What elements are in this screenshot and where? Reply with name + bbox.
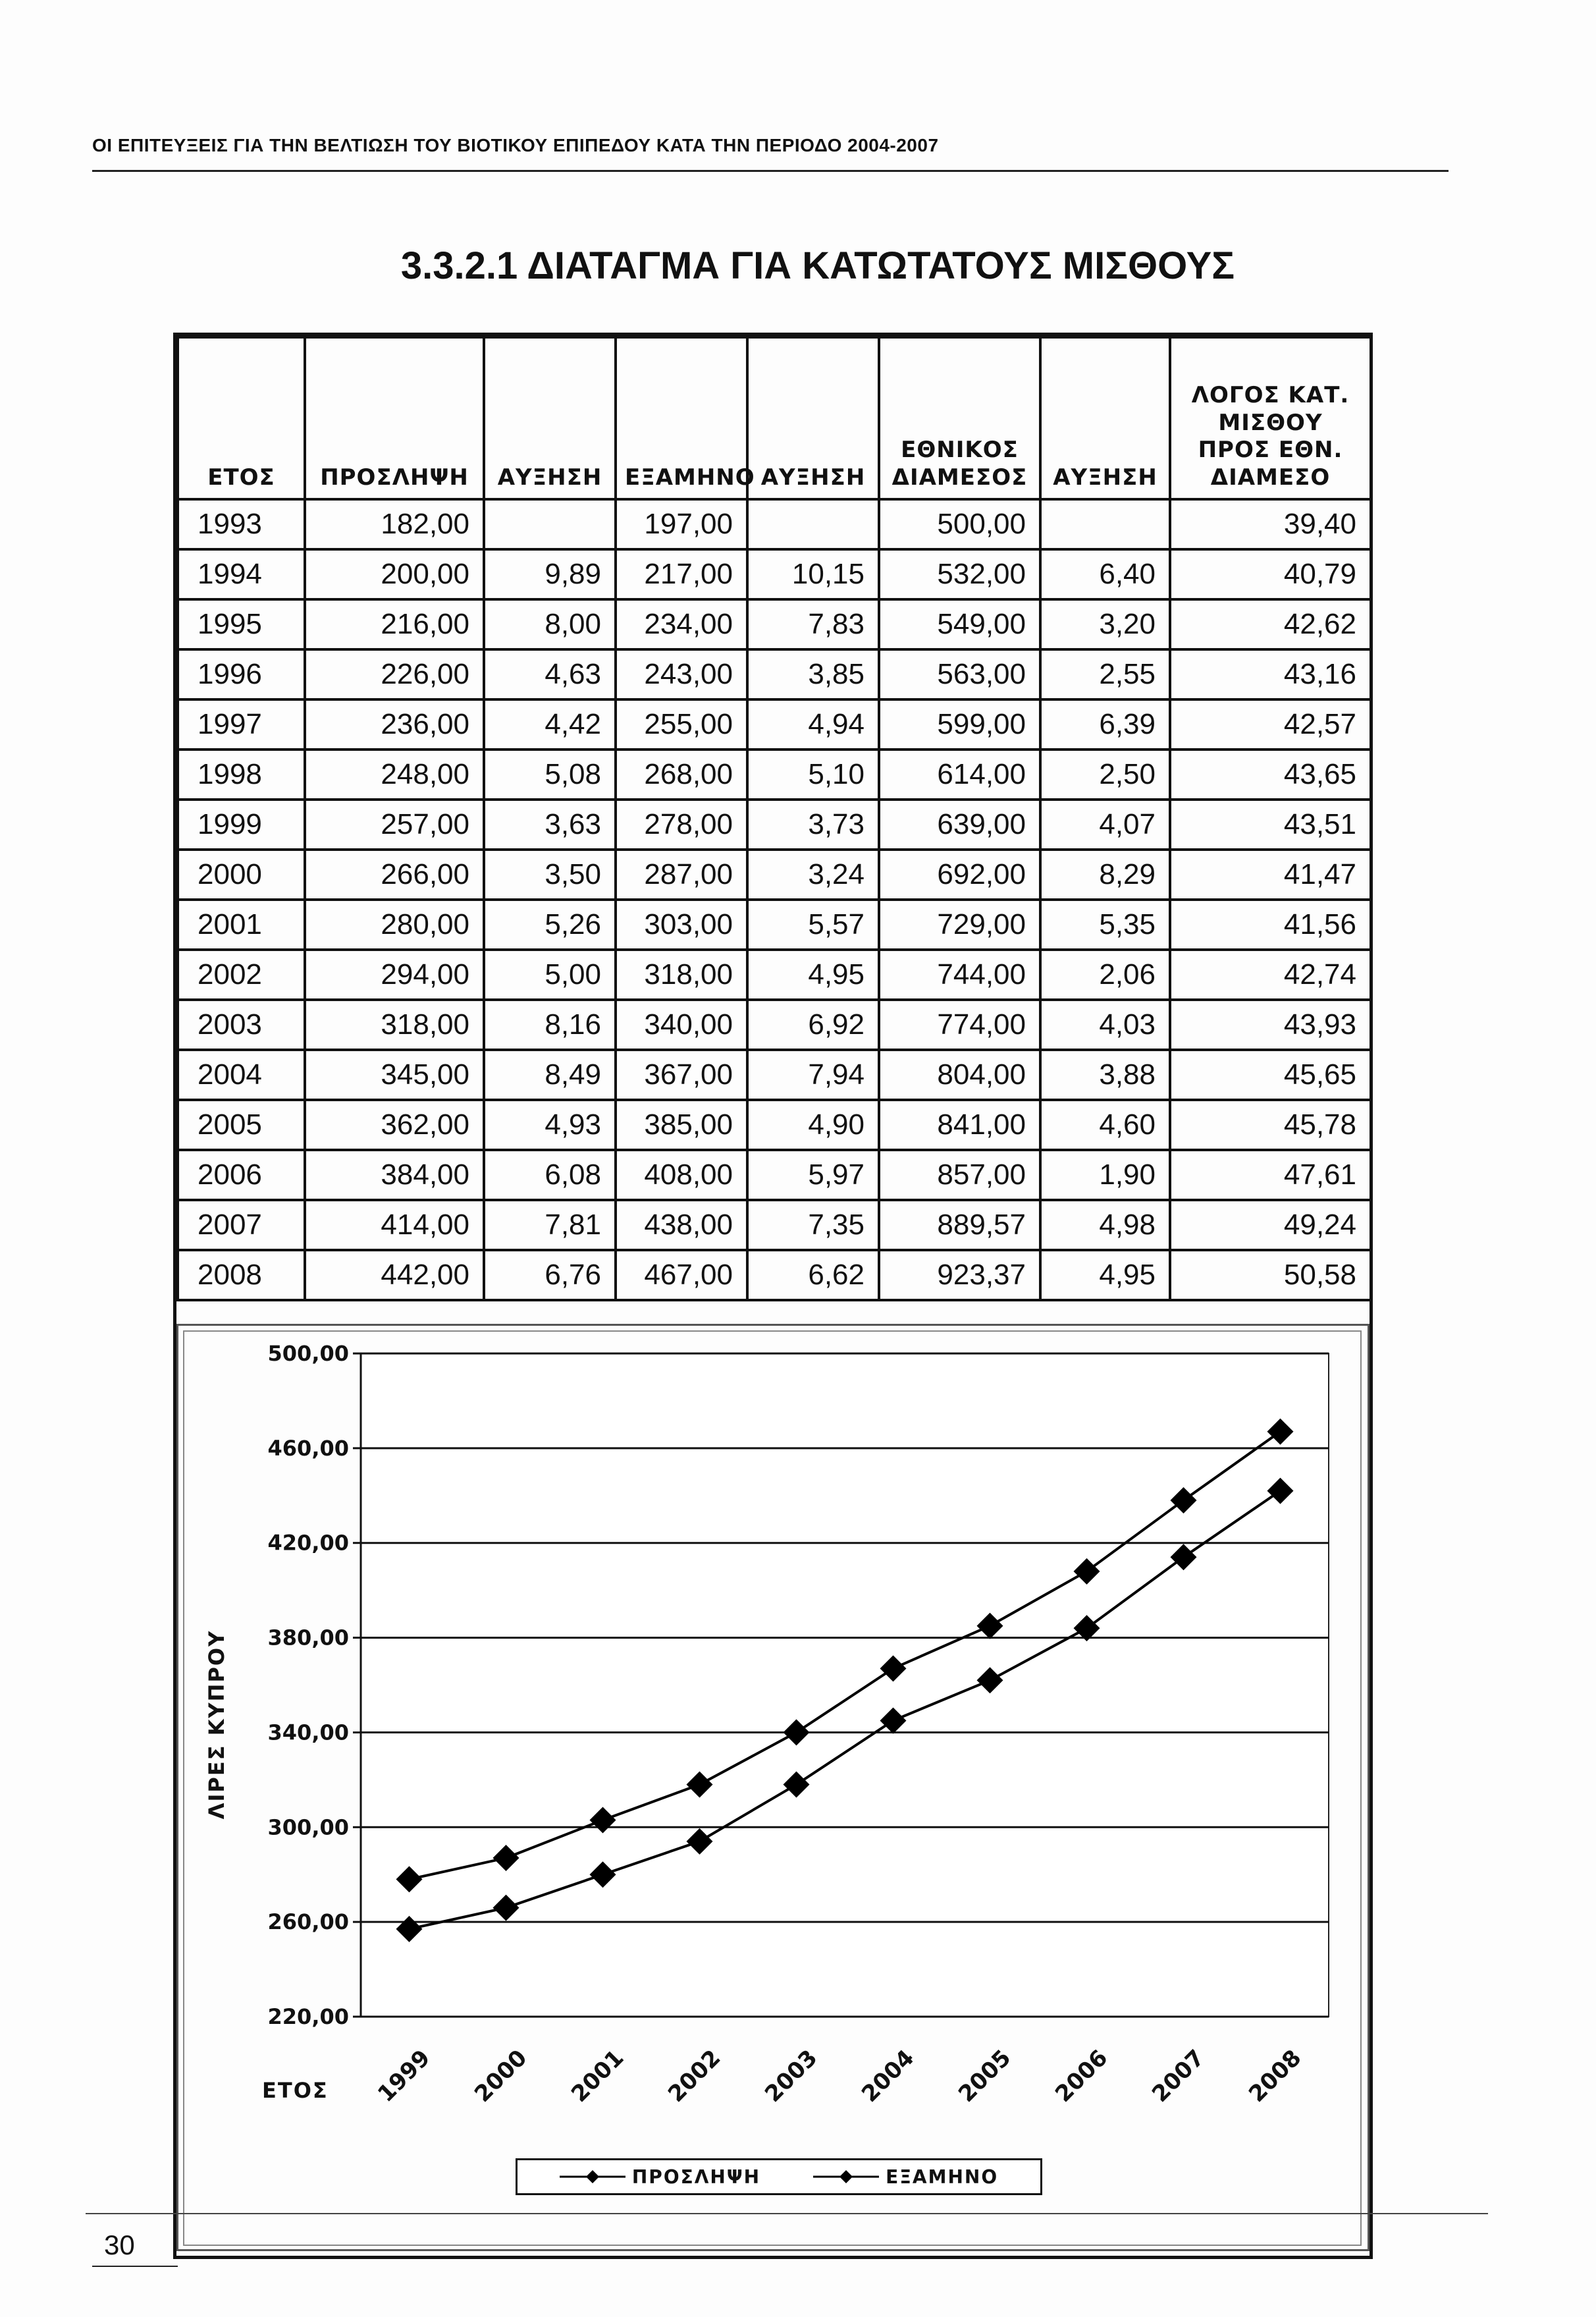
table-cell: 5,00 — [484, 950, 616, 1000]
legend-item-examino — [813, 2166, 998, 2188]
y-tick-label: 380,00 — [267, 1625, 349, 1650]
x-axis-label: ΕΤΟΣ — [262, 2078, 329, 2103]
wage-line-chart — [176, 1324, 1370, 2251]
table-row — [178, 1150, 1371, 1200]
column-header: ΕΘΝΙΚΟΣ ΔΙΑΜΕΣΟΣ — [879, 337, 1040, 499]
x-tick-label: 2008 — [1244, 2044, 1307, 2108]
x-tick-label: 2005 — [953, 2044, 1017, 2108]
table-cell: 43,93 — [1170, 1000, 1371, 1050]
table-cell: 278,00 — [616, 800, 747, 850]
table-cell: 5,26 — [484, 900, 616, 950]
table-cell: 47,61 — [1170, 1150, 1371, 1200]
table-cell: 236,00 — [305, 699, 484, 750]
table-cell: 1,90 — [1040, 1150, 1170, 1200]
table-cell: 2,55 — [1040, 649, 1170, 699]
table-cell: 889,57 — [879, 1200, 1040, 1250]
table-cell: 226,00 — [305, 649, 484, 699]
table-cell: 841,00 — [879, 1100, 1040, 1150]
y-tick-label: 500,00 — [267, 1341, 349, 1366]
legend-diamond-line-icon — [813, 2167, 879, 2187]
y-tick-label: 460,00 — [267, 1435, 349, 1461]
table-cell: 639,00 — [879, 800, 1040, 850]
x-tick-label: 2002 — [663, 2044, 726, 2108]
y-tick-label: 220,00 — [267, 2004, 349, 2029]
table-cell: 4,94 — [747, 699, 879, 750]
column-header: ΑΥΞΗΣΗ — [484, 337, 616, 499]
table-cell: 268,00 — [616, 750, 747, 800]
column-header: ΕΞΑΜΗΝΟ — [616, 337, 747, 499]
x-tick-label: 2007 — [1147, 2044, 1210, 2108]
page-number-rule — [92, 2266, 178, 2267]
table-row — [178, 599, 1371, 649]
table-cell: 1995 — [178, 599, 305, 649]
table-cell: 3,85 — [747, 649, 879, 699]
minimum-wage-table — [176, 336, 1372, 1301]
table-cell: 599,00 — [879, 699, 1040, 750]
table-cell: 4,98 — [1040, 1200, 1170, 1250]
table-cell: 9,89 — [484, 549, 616, 599]
table-row — [178, 850, 1371, 900]
table-cell: 43,16 — [1170, 649, 1371, 699]
table-cell: 2002 — [178, 950, 305, 1000]
table-cell: 614,00 — [879, 750, 1040, 800]
table-row — [178, 1200, 1371, 1250]
table-cell: 10,15 — [747, 549, 879, 599]
table-cell: 5,57 — [747, 900, 879, 950]
table-cell: 8,49 — [484, 1050, 616, 1100]
table-row — [178, 1000, 1371, 1050]
table-cell: 234,00 — [616, 599, 747, 649]
table-cell: 367,00 — [616, 1050, 747, 1100]
table-cell: 3,50 — [484, 850, 616, 900]
table-cell: 857,00 — [879, 1150, 1040, 1200]
table-cell: 2003 — [178, 1000, 305, 1050]
table-cell: 42,62 — [1170, 599, 1371, 649]
table-cell: 2004 — [178, 1050, 305, 1100]
table-cell: 216,00 — [305, 599, 484, 649]
table-cell: 744,00 — [879, 950, 1040, 1000]
table-cell: 4,90 — [747, 1100, 879, 1150]
table-cell: 43,51 — [1170, 800, 1371, 850]
table-cell: 1997 — [178, 699, 305, 750]
table-cell: 408,00 — [616, 1150, 747, 1200]
table-header-row — [178, 337, 1371, 499]
table-cell: 42,74 — [1170, 950, 1371, 1000]
column-header: ΕΤΟΣ — [178, 337, 305, 499]
table-row — [178, 649, 1371, 699]
table-cell — [1040, 499, 1170, 549]
table-cell: 414,00 — [305, 1200, 484, 1250]
table-cell: 7,81 — [484, 1200, 616, 1250]
table-cell: 500,00 — [879, 499, 1040, 549]
table-cell: 442,00 — [305, 1250, 484, 1300]
table-cell: 692,00 — [879, 850, 1040, 900]
y-tick-label: 300,00 — [267, 1814, 349, 1840]
table-row — [178, 699, 1371, 750]
table-cell: 7,94 — [747, 1050, 879, 1100]
column-header: ΠΡΟΣΛΗΨΗ — [305, 337, 484, 499]
table-cell: 362,00 — [305, 1100, 484, 1150]
table-cell: 4,95 — [747, 950, 879, 1000]
x-tick-label: 2003 — [760, 2044, 823, 2108]
table-cell: 8,00 — [484, 599, 616, 649]
table-row — [178, 499, 1371, 549]
table-cell: 2006 — [178, 1150, 305, 1200]
table-cell: 563,00 — [879, 649, 1040, 699]
table-cell: 243,00 — [616, 649, 747, 699]
column-header: ΛΟΓΟΣ ΚΑΤ. ΜΙΣΘΟΥ ΠΡΟΣ ΕΘΝ. ΔΙΑΜΕΣΟ — [1170, 337, 1371, 499]
table-row — [178, 1100, 1371, 1150]
table-cell: 257,00 — [305, 800, 484, 850]
table-cell: 5,97 — [747, 1150, 879, 1200]
table-cell: 303,00 — [616, 900, 747, 950]
table-row — [178, 549, 1371, 599]
table-cell: 45,65 — [1170, 1050, 1371, 1100]
table-row — [178, 1250, 1371, 1300]
table-cell: 4,07 — [1040, 800, 1170, 850]
table-cell: 2008 — [178, 1250, 305, 1300]
table-cell: 345,00 — [305, 1050, 484, 1100]
x-tick-label: 1999 — [373, 2044, 436, 2108]
running-header: ΟΙ ΕΠΙΤΕΥΞΕΙΣ ΓΙΑ ΤΗΝ ΒΕΛΤΙΩΣΗ ΤΟΥ ΒΙΟΤΙΚΟΥ ΕΠΙΠΕΔΟΥ ΚΑΤΑ ΤΗΝ ΠΕΡΙΟΔΟ 2004-2007 — [92, 135, 939, 155]
table-cell: 8,29 — [1040, 850, 1170, 900]
table-cell: 923,37 — [879, 1250, 1040, 1300]
table-cell: 50,58 — [1170, 1250, 1371, 1300]
table-cell: 340,00 — [616, 1000, 747, 1050]
table-cell: 532,00 — [879, 549, 1040, 599]
table-cell: 182,00 — [305, 499, 484, 549]
page-number: 30 — [104, 2229, 135, 2260]
y-tick-label: 260,00 — [267, 1909, 349, 1935]
y-tick-label: 340,00 — [267, 1720, 349, 1745]
table-cell: 3,88 — [1040, 1050, 1170, 1100]
table-cell: 7,35 — [747, 1200, 879, 1250]
table-cell: 2,06 — [1040, 950, 1170, 1000]
table-cell: 549,00 — [879, 599, 1040, 649]
table-cell: 3,73 — [747, 800, 879, 850]
table-row — [178, 750, 1371, 800]
table-cell: 7,83 — [747, 599, 879, 649]
table-cell: 41,47 — [1170, 850, 1371, 900]
table-cell: 3,20 — [1040, 599, 1170, 649]
table-cell: 2001 — [178, 900, 305, 950]
table-cell: 6,39 — [1040, 699, 1170, 750]
table-cell: 1998 — [178, 750, 305, 800]
table-cell: 255,00 — [616, 699, 747, 750]
table-cell: 384,00 — [305, 1150, 484, 1200]
table-cell — [484, 499, 616, 549]
table-cell: 5,08 — [484, 750, 616, 800]
table-cell: 49,24 — [1170, 1200, 1371, 1250]
table-cell: 280,00 — [305, 900, 484, 950]
table-cell: 40,79 — [1170, 549, 1371, 599]
column-header: ΑΥΞΗΣΗ — [1040, 337, 1170, 499]
y-axis-label: ΛΙΡΕΣ ΚΥΠΡΟΥ — [204, 1629, 229, 1820]
table-cell: 438,00 — [616, 1200, 747, 1250]
table-cell: 39,40 — [1170, 499, 1371, 549]
table-cell: 248,00 — [305, 750, 484, 800]
x-tick-label: 2000 — [469, 2044, 533, 2108]
table-cell: 318,00 — [616, 950, 747, 1000]
table-cell: 318,00 — [305, 1000, 484, 1050]
x-tick-label: 2004 — [857, 2044, 920, 2108]
table-cell: 3,24 — [747, 850, 879, 900]
table-cell: 4,93 — [484, 1100, 616, 1150]
legend-diamond-line-icon — [560, 2167, 625, 2187]
x-tick-label: 2001 — [566, 2044, 629, 2108]
table-cell: 2000 — [178, 850, 305, 900]
table-cell: 45,78 — [1170, 1100, 1371, 1150]
header-rule — [92, 170, 1449, 172]
table-cell: 6,08 — [484, 1150, 616, 1200]
table-cell: 217,00 — [616, 549, 747, 599]
legend-label: ΕΞΑΜΗΝΟ — [886, 2166, 999, 2188]
table-row — [178, 1050, 1371, 1100]
section-title: 3.3.2.1 ΔΙΑΤΑΓΜΑ ΓΙΑ ΚΑΤΩΤΑΤΟΥΣ ΜΙΣΘΟΥΣ — [400, 244, 1235, 287]
chart-legend — [516, 2158, 1042, 2195]
table-cell: 42,57 — [1170, 699, 1371, 750]
table-cell: 6,92 — [747, 1000, 879, 1050]
table-cell: 8,16 — [484, 1000, 616, 1050]
table-cell: 1993 — [178, 499, 305, 549]
table-cell — [747, 499, 879, 549]
table-cell: 3,63 — [484, 800, 616, 850]
table-cell: 4,03 — [1040, 1000, 1170, 1050]
table-cell: 1994 — [178, 549, 305, 599]
table-cell: 774,00 — [879, 1000, 1040, 1050]
legend-label: ΠΡΟΣΛΗΨΗ — [631, 2166, 761, 2188]
table-cell: 287,00 — [616, 850, 747, 900]
footer-rule — [86, 2213, 1488, 2214]
table-cell: 2,50 — [1040, 750, 1170, 800]
table-cell: 6,76 — [484, 1250, 616, 1300]
table-cell: 467,00 — [616, 1250, 747, 1300]
table-cell: 5,10 — [747, 750, 879, 800]
table-cell: 729,00 — [879, 900, 1040, 950]
table-cell: 2007 — [178, 1200, 305, 1250]
table-cell: 1999 — [178, 800, 305, 850]
table-cell: 4,42 — [484, 699, 616, 750]
table-cell: 6,62 — [747, 1250, 879, 1300]
table-row — [178, 900, 1371, 950]
table-cell: 2005 — [178, 1100, 305, 1150]
legend-item-proslipsi — [560, 2166, 760, 2188]
table-cell: 41,56 — [1170, 900, 1371, 950]
table-cell: 804,00 — [879, 1050, 1040, 1100]
y-tick-label: 420,00 — [267, 1530, 349, 1556]
table-cell: 200,00 — [305, 549, 484, 599]
table-row — [178, 800, 1371, 850]
x-tick-label: 2006 — [1050, 2044, 1113, 2108]
table-row — [178, 950, 1371, 1000]
table-cell: 385,00 — [616, 1100, 747, 1150]
table-cell: 294,00 — [305, 950, 484, 1000]
table-cell: 197,00 — [616, 499, 747, 549]
table-cell: 266,00 — [305, 850, 484, 900]
table-cell: 4,95 — [1040, 1250, 1170, 1300]
table-cell: 43,65 — [1170, 750, 1371, 800]
table-cell: 5,35 — [1040, 900, 1170, 950]
table-cell: 4,63 — [484, 649, 616, 699]
table-cell: 6,40 — [1040, 549, 1170, 599]
table-cell: 1996 — [178, 649, 305, 699]
column-header: ΑΥΞΗΣΗ — [747, 337, 879, 499]
table-cell: 4,60 — [1040, 1100, 1170, 1150]
